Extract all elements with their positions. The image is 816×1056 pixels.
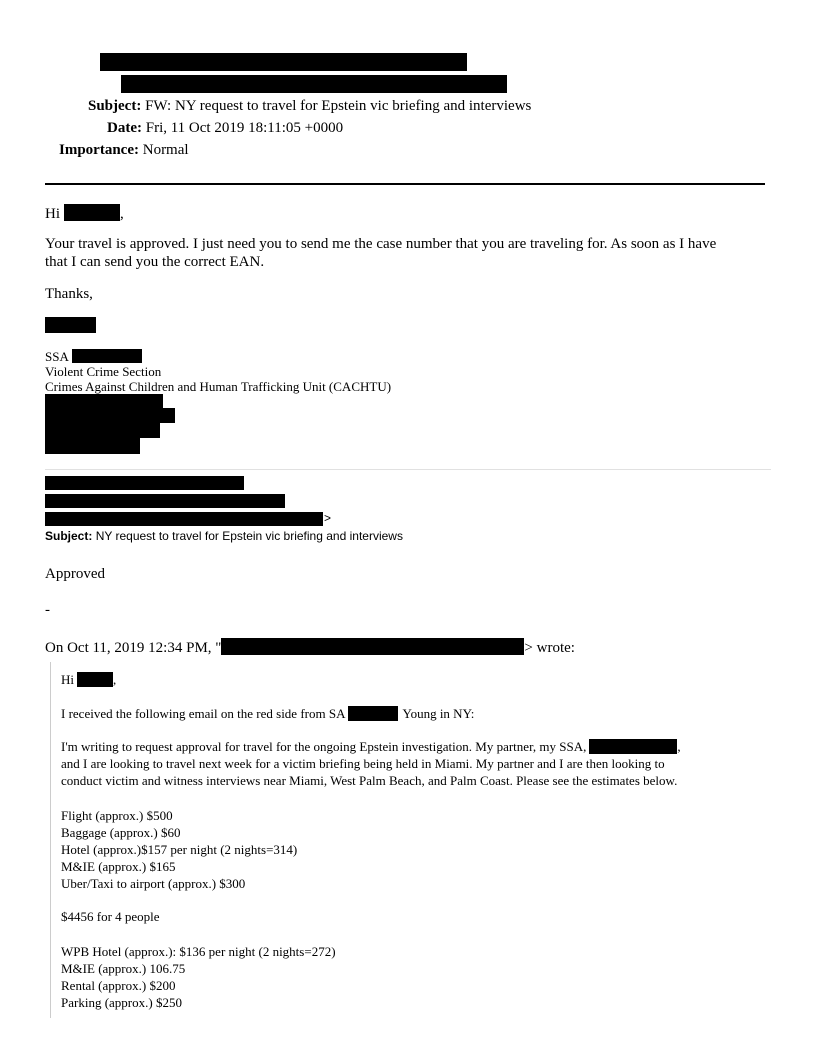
- quoted-received-suffix: Young in NY:: [402, 706, 475, 721]
- forward-subject-row: [45, 529, 403, 543]
- reply-paragraph-line2: that I can send you the correct EAN.: [45, 254, 265, 270]
- on-wrote-suffix: > wrote:: [524, 640, 575, 656]
- forward-subject-label: Subject:: [45, 529, 93, 543]
- estimate-item: M&IE (approx.) 106.75: [61, 961, 186, 976]
- signature-unit: Crimes Against Children and Human Trafficking Unit (CACHTU): [45, 379, 392, 394]
- date-value: Fri, 11 Oct 2019 18:11:05 +0000: [145, 120, 344, 136]
- quoted-greeting-word: Hi: [61, 672, 74, 687]
- redacted-sender-name: [45, 317, 96, 333]
- estimate-item: Flight (approx.) $500: [61, 808, 173, 823]
- importance-label: Importance:: [59, 142, 139, 158]
- quoted-greeting-redaction: [77, 672, 113, 687]
- greeting-comma: ,: [120, 206, 124, 222]
- importance-row: [59, 142, 189, 159]
- quoted-received-line: [61, 706, 474, 722]
- subject-value: FW: NY request to travel for Epstein vic briefing and interviews: [145, 98, 532, 114]
- quoted-greeting: [61, 672, 116, 688]
- forward-approved: Approved: [45, 566, 105, 582]
- redacted-signature-line-3: [45, 423, 160, 438]
- signature-title: SSA: [45, 349, 69, 364]
- estimates-list-1: [61, 807, 297, 892]
- estimate-item: Uber/Taxi to airport (approx.) $300: [61, 876, 246, 891]
- subject-label: Subject:: [88, 98, 142, 114]
- quoted-request-line2: and I are looking to travel next week for a victim briefing being held in Miami. My partner and I are then looking to: [61, 756, 665, 771]
- on-wrote-line: [45, 638, 575, 657]
- estimate-item: Hotel (approx.)$157 per night (2 nights=314): [61, 842, 298, 857]
- importance-value: Normal: [142, 142, 189, 158]
- reply-greeting: [45, 204, 124, 223]
- quoted-request-redaction: [589, 739, 677, 754]
- estimate-item: WPB Hotel (approx.): $136 per night (2 nights=272): [61, 944, 336, 959]
- estimate-item: Parking (approx.) $250: [61, 995, 182, 1010]
- signature-title-row: [45, 349, 142, 364]
- redacted-forward-from: [45, 476, 244, 490]
- redacted-from-line: [100, 53, 467, 71]
- redacted-forward-to: [45, 512, 323, 526]
- quoted-received-redaction: [348, 706, 398, 721]
- signature-name-redaction: [72, 349, 142, 363]
- date-row: [107, 120, 343, 137]
- estimate-item: M&IE (approx.) $165: [61, 859, 176, 874]
- forward-divider: [45, 469, 771, 470]
- signature-section: Violent Crime Section: [45, 364, 162, 379]
- forward-subject-value: NY request to travel for Epstein vic briefing and interviews: [95, 529, 403, 543]
- reply-paragraph-line1: Your travel is approved. I just need you to send me the case number that you are traveling for. As soon as I have: [45, 236, 717, 252]
- quoted-request-line1-text: I'm writing to request approval for travel for the ongoing Epstein investigation. My partner, my SSA,: [61, 739, 587, 754]
- greeting-word: Hi: [45, 206, 60, 222]
- quote-bar: [50, 662, 51, 1018]
- subject-row: [88, 98, 531, 115]
- greeting-name-redaction: [64, 204, 120, 221]
- quoted-request-line3: conduct victim and witness interviews near Miami, West Palm Beach, and Palm Coast. Please see the estimates below.: [61, 773, 678, 788]
- estimate-item: Baggage (approx.) $60: [61, 825, 181, 840]
- quoted-received-prefix: I received the following email on the red side from SA: [61, 706, 346, 721]
- quoted-request-line1: [61, 739, 681, 755]
- redacted-forward-sent: [45, 494, 285, 508]
- date-label: Date:: [107, 120, 142, 136]
- redacted-signature-line-2: [45, 408, 175, 423]
- header-divider: [45, 183, 765, 185]
- estimates-total: $4456 for 4 people: [61, 909, 160, 924]
- quoted-greeting-comma: ,: [113, 672, 117, 687]
- redacted-signature-line-4: [45, 438, 140, 454]
- estimate-item: Rental (approx.) $200: [61, 978, 176, 993]
- estimates-list-2: [61, 943, 336, 1011]
- on-wrote-redaction: [221, 638, 524, 655]
- quoted-request-comma: ,: [677, 739, 681, 754]
- redacted-to-line: [121, 75, 507, 93]
- forward-address-suffix: >: [324, 511, 332, 525]
- on-wrote-prefix: On Oct 11, 2019 12:34 PM, ": [45, 640, 222, 656]
- forward-dash: -: [45, 602, 50, 618]
- redacted-signature-line-1: [45, 394, 163, 408]
- reply-thanks: Thanks,: [45, 286, 93, 302]
